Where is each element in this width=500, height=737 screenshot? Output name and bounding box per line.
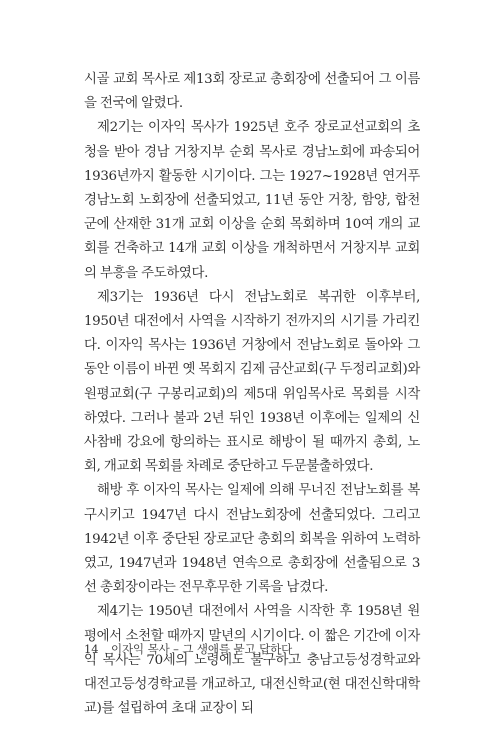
page-number: 14 [84, 642, 99, 656]
paragraph-1: 시골 교회 목사로 제13회 장로교 총회장에 선출되어 그 이름을 전국에 알렸다. [84, 72, 420, 112]
page-footer [84, 641, 292, 657]
running-title: 이자익 목사 – 그 생애를 묻고 답하다 [111, 642, 293, 656]
paragraph-4: 해방 후 이자익 목사는 일제에 의해 무너진 전남노회를 복구시키고 1947년 다시 전남노회장에 선출되었다. 그리고 1942년 이후 중단된 장로교단 총회의 회복을 위하여 노력하였고, 1947년과 1948년 연속으로 총회장에 선출됨으로 3선 총회장이라는 전무후무한 기록을 남겼다. [84, 483, 420, 596]
paragraph-2: 제2기는 이자익 목사가 1925년 호주 장로교선교회의 초청을 받아 경남 거창지부 순회 목사로 경남노회에 파송되어 1936년까지 활동한 시기이다. 그는 1927~1928년 연거푸 경남노회 노회장에 선출되었고, 11년 동안 거창, 함양, 합천군에 산재한 31개 교회 이상을 순회 목회하며 10여 개의 교회를 건축하고 14개 교회 이상을 개척하면서 거창지부 교회의 부흥을 주도하였다. [84, 120, 420, 281]
paragraph-5: 제4기는 1950년 대전에서 사역을 시작한 후 1958년 원평에서 소천할 때까지 말년의 시기이다. 이 짧은 기간에 이자익 목사는 70세의 노령에도 불구하고 충남고등성경학교와 대전고등성경학교를 개교하고, 대전신학교(현 대전신학대학교)를 설립하여 초대 교장이 되 [84, 604, 420, 717]
paragraph-3: 제3기는 1936년 다시 전남노회로 복귀한 이후부터, 1950년 대전에서 사역을 시작하기 전까지의 시기를 가리킨다. 이자익 목사는 1936년 거창에서 전남노회로 돌아와 그동안 이름이 바뀐 옛 목회지 김제 금산교회(구 두정리교회)와 원평교회(구 구봉리교회)의 제5대 위임목사로 목회를 시작하였다. 그러나 불과 2년 뒤인 1938년 이후에는 일제의 신사참배 강요에 항의하는 표시로 해방이 될 때까지 총회, 노회, 개교회 목회를 차례로 중단하고 두문불출하였다. [84, 289, 420, 475]
page-body [84, 68, 420, 721]
